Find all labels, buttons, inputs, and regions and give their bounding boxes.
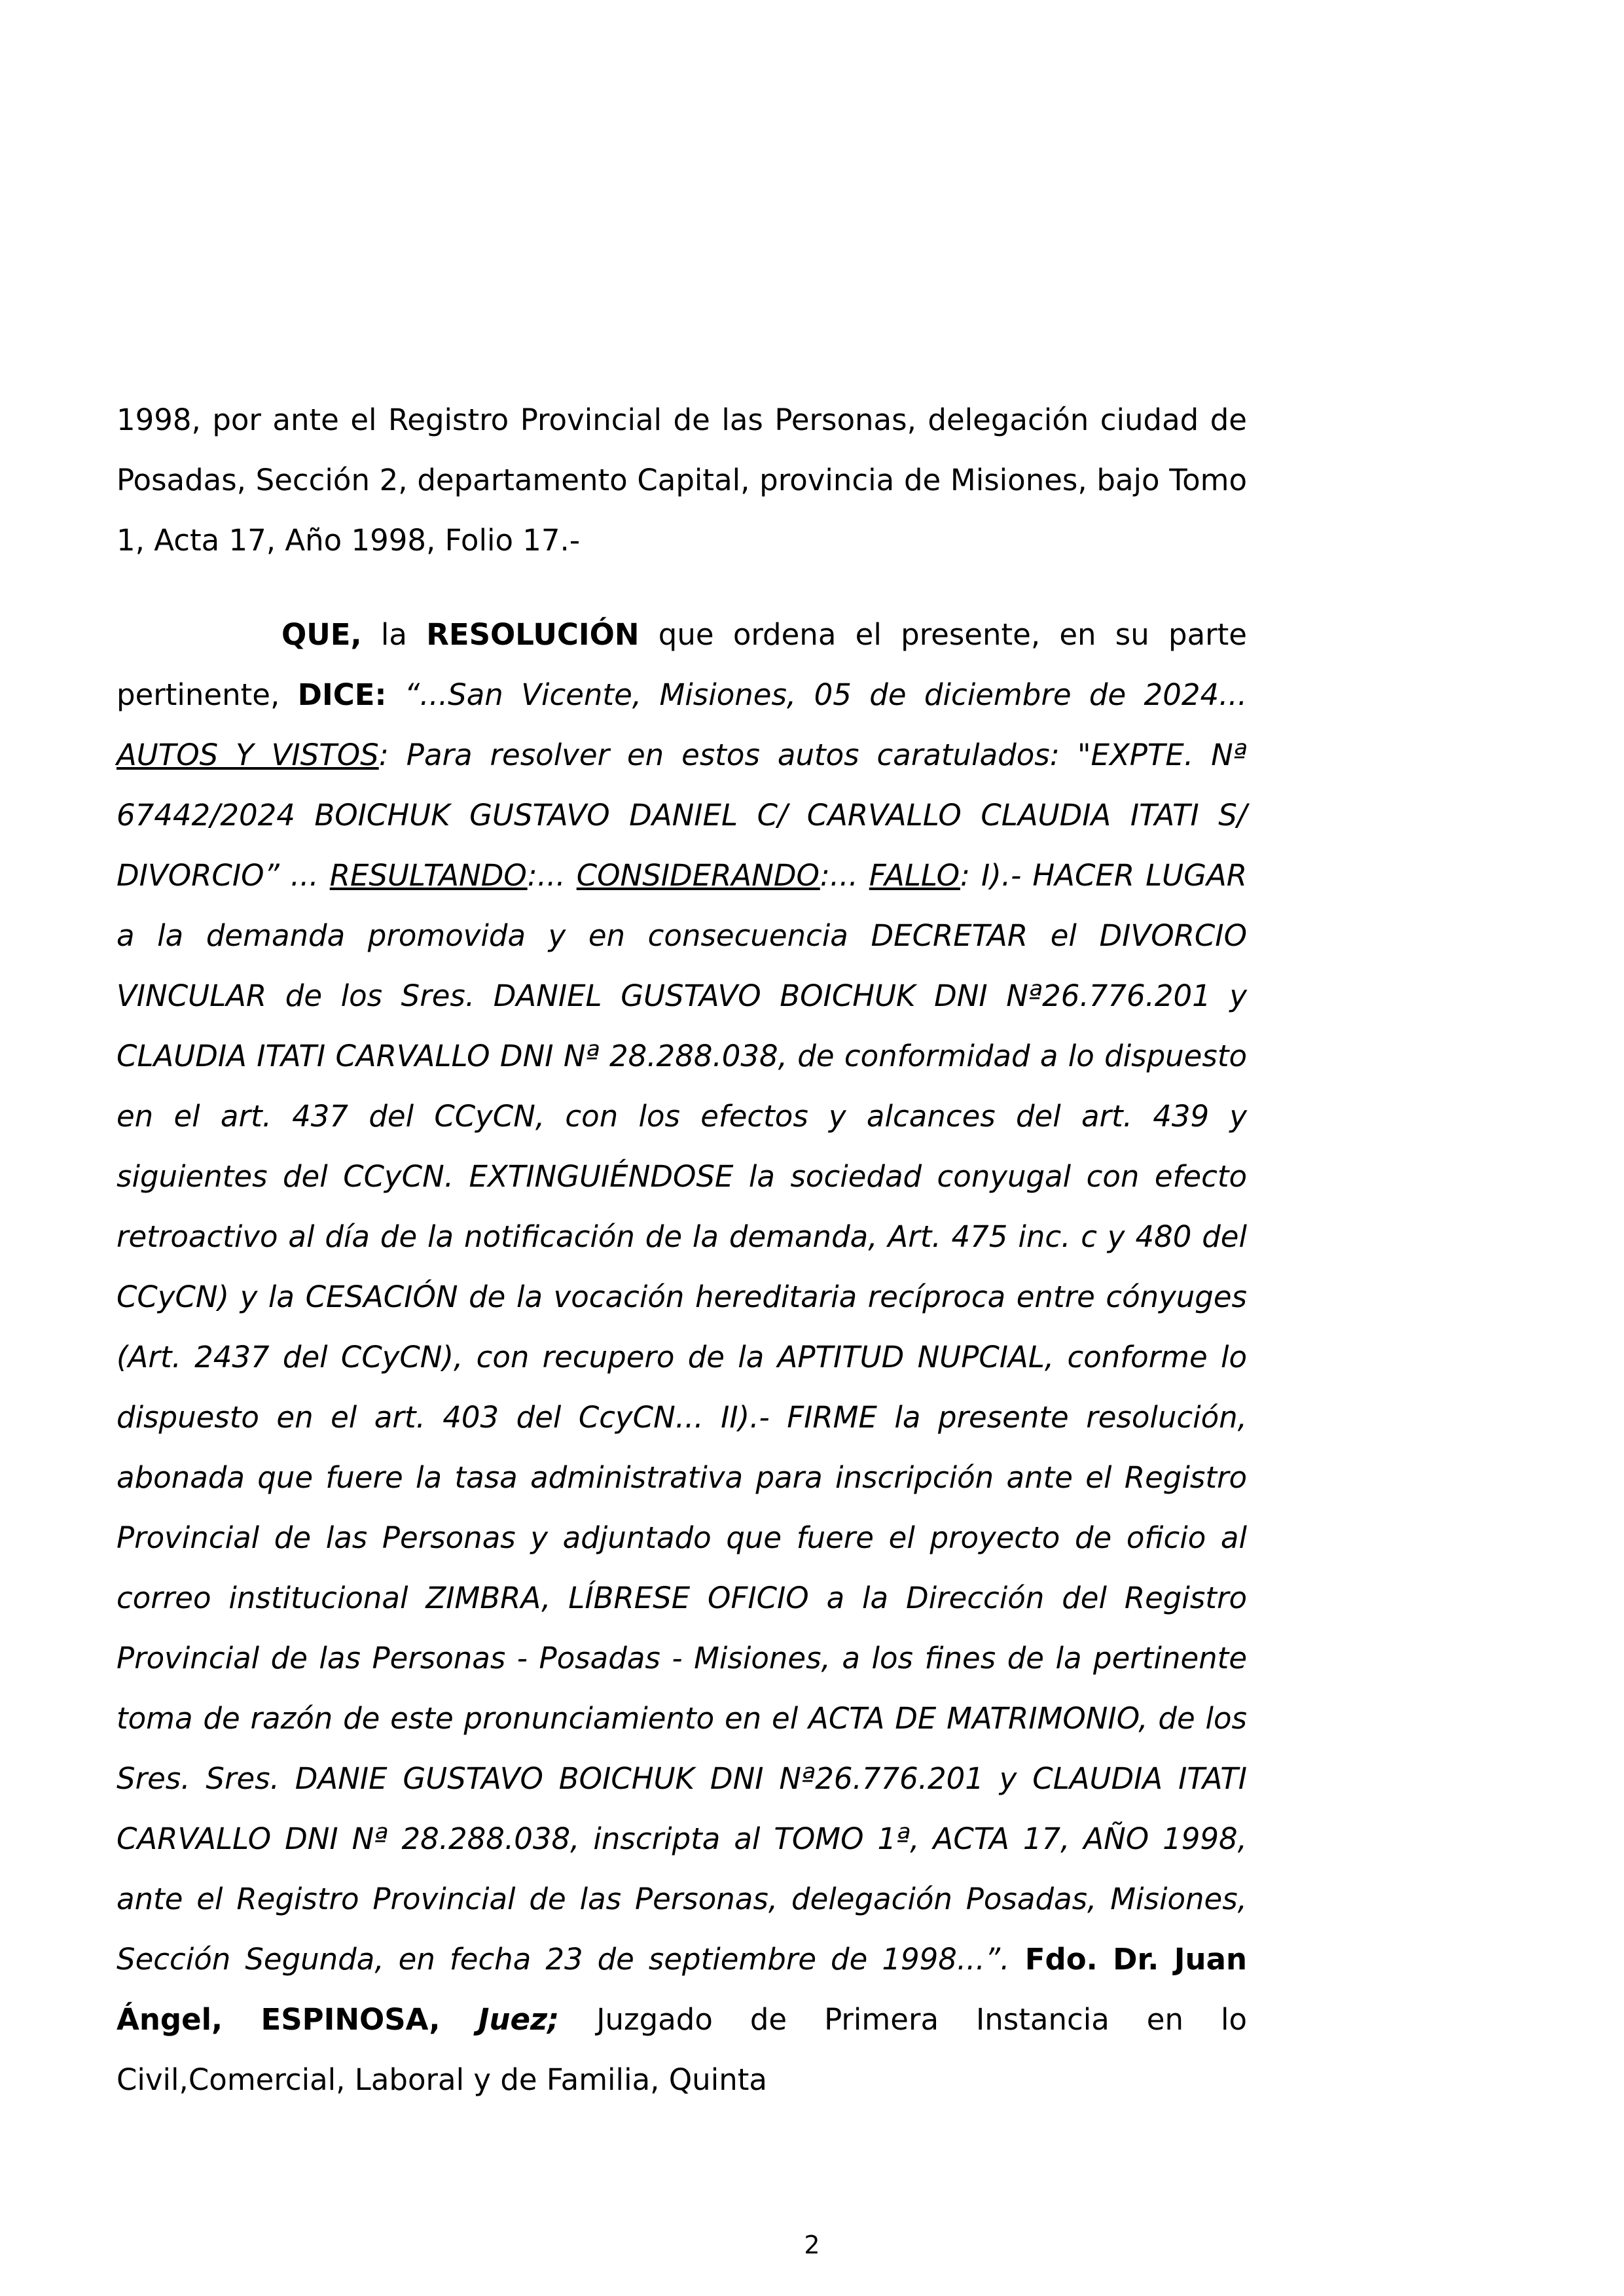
separator-1: :... [527,858,577,893]
resolucion-label: RESOLUCIÓN [426,617,640,652]
que-label: QUE, [281,617,362,652]
signature-line: Fdo. Dr. Juan Ángel, ESPINOSA, [117,1942,1247,2037]
dice-label: DICE: [297,677,387,712]
autos-caption: : Para resolver en estos autos caratulados: "EXPTE. Nª 67442/2024 BOICHUK GUSTAVO DANIEL C/ CARVALLO CLAUDIA ITATI S/ DIVORCIO” ... [117,738,1247,893]
court-name: Juzgado de Primera Instancia en lo Civil,Comercial, Laboral y de Familia, Quinta [117,2002,1247,2097]
paragraph-registration-details: 1998, por ante el Registro Provincial de las Personas, delegación ciudad de Posadas, Sección 2, departamento Capital, provincia de Misiones, bajo Tomo 1, Acta 17, Año 1998, Folio 17.- [117,403,1247,558]
fallo-heading: FALLO [869,858,960,893]
autos-y-vistos-heading: AUTOS Y VISTOS [117,738,379,772]
fallo-text: : I).- HACER LUGAR a la demanda promovida y en consecuencia DECRETAR el DIVORCIO VINCULAR de los Sres. DANIEL GUSTAVO BOICHUK DNI Nª26.776.201 y CLAUDIA ITATI CARVALLO DNI Nª 28.288.038, de conformidad a lo dispuesto en el art. 437 del CCyCN, con los efectos y alcances del art. 439 y siguientes del CCyCN. EXTINGUIÉNDOSE la sociedad conyugal con efecto retroactivo al día de la notificación de la demanda, Art. 475 inc. c y 480 del CCyCN) y la CESACIÓN de la vocación hereditaria recíproca entre cónyuges (Art. 2437 del CCyCN), con recupero de la APTITUD NUPCIAL, conforme lo dispuesto en el art. 403 del CcyCN... II).- FIRME la presente resolución, abonada que fuere la tasa administrativa para inscripción ante el Registro Provincial de las Personas y adjuntado que fuere el proyecto de oficio al correo institucional ZIMBRA, LÍBRESE OFICIO a la Dirección del Registro Provincial de las Personas - Posadas - Misiones, a los fines de la pertinente toma de razón de este pronunciamiento en el ACTA DE MATRIMONIO, de los Sres. Sres. DANIE GUSTAVO BOICHUK DNI Nª26.776.201 y CLAUDIA ITATI CARVALLO DNI Nª 28.288.038, inscripta al TOMO 1ª, ACTA 17, AÑO 1998, ante el Registro Provincial de las Personas, delegación Posadas, Misiones, Sección Segunda, en fecha 23 de septiembre de 1998...”. [117,858,1247,1977]
resolution-intro: que ordena el presente, en su parte pertinente, [117,617,1247,712]
quote-opening: “...San Vicente, Misiones, 05 de diciembre de 2024... [386,677,1247,712]
considerando-heading: CONSIDERANDO [576,858,820,893]
page-number: 2 [804,2231,820,2259]
separator-2: :... [820,858,869,893]
juez-title: Juez; [478,2002,560,2037]
la-text: la [361,617,427,652]
document-body [117,390,1247,2110]
resultando-heading: RESULTANDO [329,858,528,893]
paragraph-resolution [117,605,1247,2110]
